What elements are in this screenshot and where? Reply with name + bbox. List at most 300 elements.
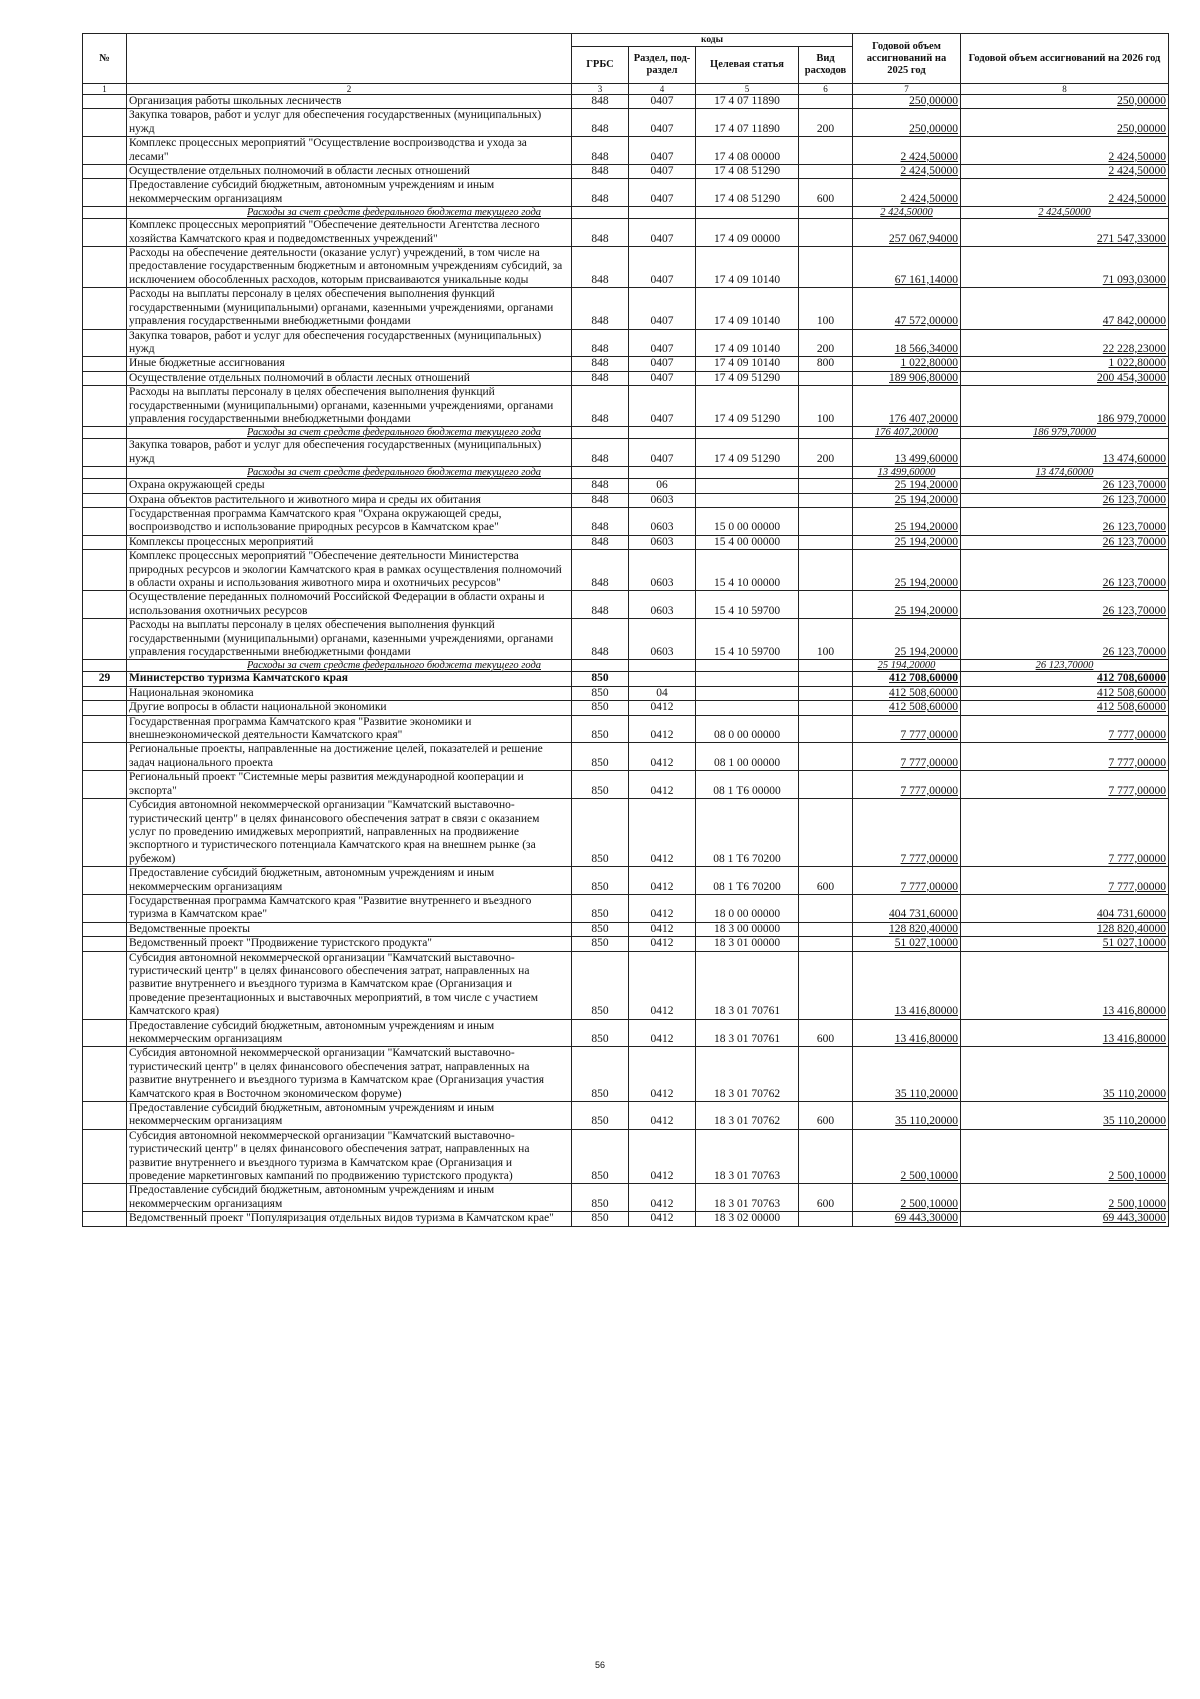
row-amount-2026: 35 110,20000 — [961, 1102, 1169, 1130]
row-amount-2026: 2 500,10000 — [961, 1184, 1169, 1212]
table-row — [83, 550, 1169, 591]
row-number — [83, 288, 127, 329]
table-row — [83, 371, 1169, 385]
header-2026: Годовой объем ассигнований на 2026 год — [961, 34, 1169, 84]
row-expense-type — [799, 137, 853, 165]
row-name: Расходы на выплаты персоналу в целях обеспечения выполнения функций государственными (муниципальными) органами, казенными учреждениями, органами управления государственными внебюджетными фондами — [127, 288, 572, 329]
row-number — [83, 329, 127, 357]
federal-budget-note-row — [83, 207, 1169, 219]
table-row — [83, 507, 1169, 535]
row-name: Расходы за счет средств федерального бюджета текущего года — [127, 467, 572, 479]
row-grbs: 850 — [572, 701, 629, 715]
row-grbs: 850 — [572, 743, 629, 771]
row-razdel: 0603 — [629, 619, 696, 660]
row-name: Предоставление субсидий бюджетным, автономным учреждениям и иным некоммерческим организациям — [127, 1102, 572, 1130]
row-amount-2025: 412 508,60000 — [853, 701, 961, 715]
table-row — [83, 357, 1169, 371]
row-expense-type — [799, 165, 853, 179]
row-razdel: 06 — [629, 479, 696, 493]
row-target-article: 18 3 01 70761 — [696, 1019, 799, 1047]
row-number — [83, 591, 127, 619]
row-expense-type — [799, 467, 853, 479]
row-number — [83, 371, 127, 385]
row-name: Национальная экономика — [127, 686, 572, 700]
row-name: Расходы на выплаты персоналу в целях обеспечения выполнения функций государственными (муниципальными) органами, казенными учреждениями, органами управления государственными внебюджетными фондами — [127, 386, 572, 427]
row-number — [83, 937, 127, 951]
row-grbs: 848 — [572, 619, 629, 660]
table-row — [83, 95, 1169, 109]
row-grbs: 850 — [572, 1047, 629, 1102]
row-number — [83, 137, 127, 165]
row-target-article — [696, 479, 799, 493]
row-target-article: 15 4 10 59700 — [696, 619, 799, 660]
table-row — [83, 219, 1169, 247]
row-amount-2025: 257 067,94000 — [853, 219, 961, 247]
row-expense-type: 600 — [799, 179, 853, 207]
budget-sheet — [82, 33, 1168, 1227]
row-target-article: 17 4 09 10140 — [696, 357, 799, 371]
table-row — [83, 439, 1169, 467]
row-amount-2025: 412 508,60000 — [853, 686, 961, 700]
row-expense-type — [799, 672, 853, 686]
federal-budget-note-row — [83, 660, 1169, 672]
page-number: 56 — [594, 1660, 605, 1670]
table-row — [83, 109, 1169, 137]
row-amount-2025: 412 708,60000 — [853, 672, 961, 686]
row-expense-type — [799, 95, 853, 109]
row-number — [83, 660, 127, 672]
row-target-article: 18 3 01 70763 — [696, 1129, 799, 1184]
table-row — [83, 799, 1169, 867]
table-row — [83, 329, 1169, 357]
table-row — [83, 386, 1169, 427]
row-number — [83, 507, 127, 535]
table-row — [83, 165, 1169, 179]
row-razdel: 0412 — [629, 743, 696, 771]
row-amount-2026: 2 424,50000 — [961, 137, 1169, 165]
row-amount-2025: 35 110,20000 — [853, 1047, 961, 1102]
table-row — [83, 951, 1169, 1019]
row-target-article: 17 4 07 11890 — [696, 95, 799, 109]
row-number — [83, 467, 127, 479]
row-amount-2026: 128 820,40000 — [961, 922, 1169, 936]
row-target-article: 17 4 09 00000 — [696, 219, 799, 247]
row-target-article: 08 0 00 00000 — [696, 715, 799, 743]
header-2025: Годовой объем ассигнований на 2025 год — [853, 34, 961, 84]
header-razdel: Раздел, под-раздел — [629, 47, 696, 84]
row-expense-type: 100 — [799, 619, 853, 660]
row-razdel: 0412 — [629, 937, 696, 951]
row-amount-2026: 271 547,33000 — [961, 219, 1169, 247]
row-amount-2025: 25 194,20000 — [853, 550, 961, 591]
row-amount-2025: 250,00000 — [853, 109, 961, 137]
row-razdel: 0407 — [629, 179, 696, 207]
row-grbs: 850 — [572, 951, 629, 1019]
row-razdel: 0407 — [629, 288, 696, 329]
table-row — [83, 1184, 1169, 1212]
row-expense-type — [799, 660, 853, 672]
row-number — [83, 1129, 127, 1184]
row-name: Осуществление переданных полномочий Российской Федерации в области охраны и использования охотничьих ресурсов — [127, 591, 572, 619]
row-expense-type — [799, 951, 853, 1019]
row-razdel: 0412 — [629, 799, 696, 867]
row-grbs: 850 — [572, 715, 629, 743]
row-number — [83, 799, 127, 867]
row-name: Осуществление отдельных полномочий в области лесных отношений — [127, 371, 572, 385]
row-grbs: 848 — [572, 219, 629, 247]
row-name: Закупка товаров, работ и услуг для обеспечения государственных (муниципальных) нужд — [127, 329, 572, 357]
row-grbs: 848 — [572, 179, 629, 207]
row-amount-2025: 176 407,20000 — [853, 427, 961, 439]
row-number — [83, 743, 127, 771]
row-razdel: 0412 — [629, 922, 696, 936]
row-amount-2026: 35 110,20000 — [961, 1047, 1169, 1102]
row-amount-2025: 13 416,80000 — [853, 1019, 961, 1047]
row-amount-2025: 69 443,30000 — [853, 1212, 961, 1226]
row-expense-type — [799, 894, 853, 922]
header-num: № — [83, 34, 127, 84]
row-amount-2025: 7 777,00000 — [853, 715, 961, 743]
row-grbs: 848 — [572, 493, 629, 507]
row-expense-type — [799, 427, 853, 439]
federal-budget-note-row — [83, 427, 1169, 439]
row-amount-2026: 7 777,00000 — [961, 743, 1169, 771]
table-row — [83, 247, 1169, 288]
row-razdel: 0603 — [629, 535, 696, 549]
row-number — [83, 95, 127, 109]
row-number — [83, 1102, 127, 1130]
row-target-article — [696, 207, 799, 219]
header-codes: коды — [572, 34, 853, 47]
row-expense-type: 200 — [799, 109, 853, 137]
row-amount-2025: 2 424,50000 — [853, 165, 961, 179]
row-amount-2026: 200 454,30000 — [961, 371, 1169, 385]
row-target-article: 15 0 00 00000 — [696, 507, 799, 535]
row-razdel: 0407 — [629, 95, 696, 109]
row-name: Осуществление отдельных полномочий в области лесных отношений — [127, 165, 572, 179]
row-amount-2026: 22 228,23000 — [961, 329, 1169, 357]
row-name: Предоставление субсидий бюджетным, автономным учреждениям и иным некоммерческим организациям — [127, 1019, 572, 1047]
row-razdel: 0412 — [629, 1184, 696, 1212]
row-target-article: 08 1 Т6 00000 — [696, 771, 799, 799]
table-row — [83, 1102, 1169, 1130]
row-grbs: 848 — [572, 550, 629, 591]
row-razdel: 0412 — [629, 701, 696, 715]
row-amount-2025: 7 777,00000 — [853, 867, 961, 895]
row-expense-type — [799, 743, 853, 771]
row-grbs: 848 — [572, 329, 629, 357]
row-expense-type — [799, 535, 853, 549]
row-name: Субсидия автономной некоммерческой организации "Камчатский выставочно-туристический центр" в целях финансового обеспечения затрат в связи с оказанием услуг по проведению имиджевых мероприятий, направленных на продвижение экспортного и туристического потенциала Камчатского края на внешнем рынке (за рубежом) — [127, 799, 572, 867]
row-amount-2026: 250,00000 — [961, 109, 1169, 137]
row-target-article: 17 4 09 51290 — [696, 371, 799, 385]
row-razdel: 0412 — [629, 951, 696, 1019]
row-name: Региональные проекты, направленные на достижение целей, показателей и решение задач национального проекта — [127, 743, 572, 771]
row-razdel: 0412 — [629, 1129, 696, 1184]
table-row — [83, 288, 1169, 329]
row-target-article: 18 0 00 00000 — [696, 894, 799, 922]
row-expense-type: 600 — [799, 1102, 853, 1130]
row-razdel — [629, 207, 696, 219]
row-expense-type — [799, 771, 853, 799]
row-amount-2026: 404 731,60000 — [961, 894, 1169, 922]
row-expense-type — [799, 1212, 853, 1226]
row-grbs: 850 — [572, 1184, 629, 1212]
row-amount-2025: 25 194,20000 — [853, 479, 961, 493]
row-grbs: 850 — [572, 771, 629, 799]
row-razdel: 0412 — [629, 771, 696, 799]
header-name — [127, 34, 572, 84]
row-name: Предоставление субсидий бюджетным, автономным учреждениям и иным некоммерческим организациям — [127, 867, 572, 895]
row-number — [83, 1184, 127, 1212]
row-target-article: 15 4 00 00000 — [696, 535, 799, 549]
row-amount-2026: 26 123,70000 — [961, 535, 1169, 549]
row-amount-2026: 69 443,30000 — [961, 1212, 1169, 1226]
row-amount-2025: 250,00000 — [853, 95, 961, 109]
row-razdel: 0603 — [629, 591, 696, 619]
row-expense-type — [799, 247, 853, 288]
row-number — [83, 439, 127, 467]
row-name: Ведомственный проект "Популяризация отдельных видов туризма в Камчатском крае" — [127, 1212, 572, 1226]
table-header — [83, 34, 1169, 95]
row-grbs: 850 — [572, 937, 629, 951]
row-target-article — [696, 701, 799, 715]
row-target-article: 18 3 01 70763 — [696, 1184, 799, 1212]
row-number — [83, 867, 127, 895]
row-amount-2025: 13 499,60000 — [853, 439, 961, 467]
colnum: 4 — [629, 84, 696, 95]
row-amount-2025: 25 194,20000 — [853, 493, 961, 507]
row-amount-2026: 412 508,60000 — [961, 686, 1169, 700]
row-expense-type — [799, 591, 853, 619]
row-expense-type — [799, 550, 853, 591]
row-amount-2026: 71 093,03000 — [961, 247, 1169, 288]
row-grbs: 850 — [572, 1212, 629, 1226]
table-row — [83, 1047, 1169, 1102]
row-amount-2025: 25 194,20000 — [853, 535, 961, 549]
row-razdel: 0603 — [629, 507, 696, 535]
row-name: Расходы за счет средств федерального бюджета текущего года — [127, 660, 572, 672]
row-expense-type: 600 — [799, 1019, 853, 1047]
colnum: 6 — [799, 84, 853, 95]
row-razdel: 0412 — [629, 1019, 696, 1047]
row-razdel: 0407 — [629, 329, 696, 357]
row-target-article: 17 4 09 51290 — [696, 439, 799, 467]
table-row — [83, 894, 1169, 922]
row-amount-2025: 176 407,20000 — [853, 386, 961, 427]
row-amount-2026: 2 424,50000 — [961, 207, 1169, 219]
row-target-article — [696, 493, 799, 507]
row-name: Комплекс процессных мероприятий "Осуществление воспроизводства и ухода за лесами" — [127, 137, 572, 165]
row-razdel — [629, 467, 696, 479]
row-number — [83, 109, 127, 137]
row-amount-2025: 51 027,10000 — [853, 937, 961, 951]
row-amount-2026: 7 777,00000 — [961, 715, 1169, 743]
row-name: Ведомственные проекты — [127, 922, 572, 936]
table-row — [83, 701, 1169, 715]
row-name: Государственная программа Камчатского края "Развитие внутреннего и въездного туризма в Камчатском крае" — [127, 894, 572, 922]
row-amount-2026: 13 416,80000 — [961, 951, 1169, 1019]
row-target-article: 17 4 09 10140 — [696, 329, 799, 357]
row-grbs: 848 — [572, 439, 629, 467]
row-razdel: 0412 — [629, 715, 696, 743]
row-amount-2026: 7 777,00000 — [961, 799, 1169, 867]
row-name: Субсидия автономной некоммерческой организации "Камчатский выставочно-туристический центр" в целях финансового обеспечения затрат, направленных на развитие внутреннего и въездного туризма в Камчатском крае (Организация участия Камчатского края в Восточном экономическом форуме) — [127, 1047, 572, 1102]
row-target-article: 18 3 01 70761 — [696, 951, 799, 1019]
row-amount-2025: 2 424,50000 — [853, 207, 961, 219]
row-grbs: 850 — [572, 922, 629, 936]
row-expense-type — [799, 701, 853, 715]
row-number — [83, 165, 127, 179]
row-expense-type — [799, 371, 853, 385]
row-name: Организация работы школьных лесничеств — [127, 95, 572, 109]
table-row — [83, 686, 1169, 700]
row-grbs: 848 — [572, 357, 629, 371]
table-row — [83, 937, 1169, 951]
row-grbs: 850 — [572, 894, 629, 922]
table-row — [83, 179, 1169, 207]
row-name: Охрана окружающей среды — [127, 479, 572, 493]
row-name: Иные бюджетные ассигнования — [127, 357, 572, 371]
row-razdel: 0407 — [629, 357, 696, 371]
row-target-article — [696, 686, 799, 700]
row-amount-2025: 35 110,20000 — [853, 1102, 961, 1130]
row-razdel: 0407 — [629, 439, 696, 467]
row-target-article: 18 3 02 00000 — [696, 1212, 799, 1226]
table-row — [83, 619, 1169, 660]
row-expense-type — [799, 686, 853, 700]
budget-table — [82, 33, 1169, 1227]
row-razdel: 0412 — [629, 894, 696, 922]
row-number — [83, 247, 127, 288]
row-amount-2026: 47 842,00000 — [961, 288, 1169, 329]
row-name: Предоставление субсидий бюджетным, автономным учреждениям и иным некоммерческим организациям — [127, 179, 572, 207]
row-number — [83, 550, 127, 591]
row-target-article: 17 4 07 11890 — [696, 109, 799, 137]
row-amount-2025: 25 194,20000 — [853, 507, 961, 535]
row-target-article: 08 1 Т6 70200 — [696, 867, 799, 895]
row-number — [83, 1047, 127, 1102]
row-name: Закупка товаров, работ и услуг для обеспечения государственных (муниципальных) нужд — [127, 439, 572, 467]
colnum: 2 — [127, 84, 572, 95]
header-expense-type: Вид расходов — [799, 47, 853, 84]
row-number — [83, 771, 127, 799]
row-amount-2026: 51 027,10000 — [961, 937, 1169, 951]
row-grbs: 850 — [572, 867, 629, 895]
row-amount-2025: 2 424,50000 — [853, 179, 961, 207]
row-number — [83, 427, 127, 439]
row-grbs: 848 — [572, 535, 629, 549]
row-amount-2026: 26 123,70000 — [961, 660, 1169, 672]
row-razdel — [629, 672, 696, 686]
row-grbs: 848 — [572, 137, 629, 165]
row-expense-type: 200 — [799, 439, 853, 467]
row-target-article: 18 3 01 00000 — [696, 937, 799, 951]
row-name: Расходы на обеспечение деятельности (оказание услуг) учреждений, в том числе на предоставление государственным бюджетным и автономным учреждениям субсидий, за исключением обособленных расходов, которым присваиваются уникальные коды — [127, 247, 572, 288]
row-expense-type — [799, 219, 853, 247]
row-name: Субсидия автономной некоммерческой организации "Камчатский выставочно-туристический центр" в целях финансового обеспечения затрат, направленных на развитие внутреннего и въездного туризма в Камчатском крае (Организация и проведение презентационных и выставочных мероприятий, в том числе с участием Камчатского края) — [127, 951, 572, 1019]
table-row — [83, 1129, 1169, 1184]
row-number — [83, 701, 127, 715]
row-amount-2025: 7 777,00000 — [853, 799, 961, 867]
row-target-article: 08 1 Т6 70200 — [696, 799, 799, 867]
colnum: 1 — [83, 84, 127, 95]
row-expense-type — [799, 799, 853, 867]
row-grbs: 850 — [572, 1102, 629, 1130]
row-number — [83, 922, 127, 936]
header-grbs: ГРБС — [572, 47, 629, 84]
row-number — [83, 207, 127, 219]
row-expense-type: 100 — [799, 288, 853, 329]
header-column-numbers — [83, 84, 1169, 95]
row-grbs — [572, 660, 629, 672]
row-amount-2026: 13 474,60000 — [961, 439, 1169, 467]
table-row — [83, 1212, 1169, 1226]
row-amount-2026: 2 424,50000 — [961, 179, 1169, 207]
table-row — [83, 479, 1169, 493]
table-body — [83, 95, 1169, 1227]
row-name: Закупка товаров, работ и услуг для обеспечения государственных (муниципальных) нужд — [127, 109, 572, 137]
row-target-article: 08 1 00 00000 — [696, 743, 799, 771]
row-amount-2026: 7 777,00000 — [961, 771, 1169, 799]
table-row — [83, 743, 1169, 771]
row-amount-2025: 189 906,80000 — [853, 371, 961, 385]
row-razdel: 0412 — [629, 867, 696, 895]
table-row — [83, 591, 1169, 619]
row-target-article: 17 4 08 00000 — [696, 137, 799, 165]
row-number — [83, 951, 127, 1019]
row-name: Расходы на выплаты персоналу в целях обеспечения выполнения функций государственными (муниципальными) органами, казенными учреждениями, органами управления государственными внебюджетными фондами — [127, 619, 572, 660]
row-target-article: 15 4 10 00000 — [696, 550, 799, 591]
row-number — [83, 686, 127, 700]
table-row — [83, 535, 1169, 549]
row-target-article — [696, 427, 799, 439]
row-razdel: 0412 — [629, 1212, 696, 1226]
row-target-article: 17 4 08 51290 — [696, 165, 799, 179]
row-target-article: 17 4 09 51290 — [696, 386, 799, 427]
row-number — [83, 715, 127, 743]
row-target-article: 17 4 08 51290 — [696, 179, 799, 207]
row-expense-type: 600 — [799, 1184, 853, 1212]
row-grbs: 848 — [572, 165, 629, 179]
row-grbs: 848 — [572, 479, 629, 493]
row-number — [83, 535, 127, 549]
colnum: 8 — [961, 84, 1169, 95]
row-name: Ведомственный проект "Продвижение туристского продукта" — [127, 937, 572, 951]
row-grbs: 848 — [572, 591, 629, 619]
row-amount-2025: 1 022,80000 — [853, 357, 961, 371]
row-amount-2025: 2 424,50000 — [853, 137, 961, 165]
row-amount-2025: 25 194,20000 — [853, 591, 961, 619]
row-grbs: 848 — [572, 95, 629, 109]
row-name: Комплекс процессных мероприятий "Обеспечение деятельности Агентства лесного хозяйства Камчатского края и подведомственных учреждений" — [127, 219, 572, 247]
row-amount-2026: 2 424,50000 — [961, 165, 1169, 179]
row-grbs — [572, 427, 629, 439]
row-razdel: 0412 — [629, 1102, 696, 1130]
row-grbs: 848 — [572, 288, 629, 329]
row-target-article: 15 4 10 59700 — [696, 591, 799, 619]
row-target-article: 17 4 09 10140 — [696, 288, 799, 329]
row-name: Государственная программа Камчатского края "Охрана окружающей среды, воспроизводство и использование природных ресурсов в Камчатском крае" — [127, 507, 572, 535]
row-number — [83, 619, 127, 660]
row-name: Комплекс процессных мероприятий "Обеспечение деятельности Министерства природных ресурсов и экологии Камчатского края в рамках осуществления полномочий в области охраны и использования животного мира и охотничьих ресурсов" — [127, 550, 572, 591]
table-row — [83, 672, 1169, 686]
row-number — [83, 1212, 127, 1226]
row-number — [83, 179, 127, 207]
table-row — [83, 1019, 1169, 1047]
row-name: Региональный проект "Системные меры развития международной кооперации и экспорта" — [127, 771, 572, 799]
colnum: 3 — [572, 84, 629, 95]
